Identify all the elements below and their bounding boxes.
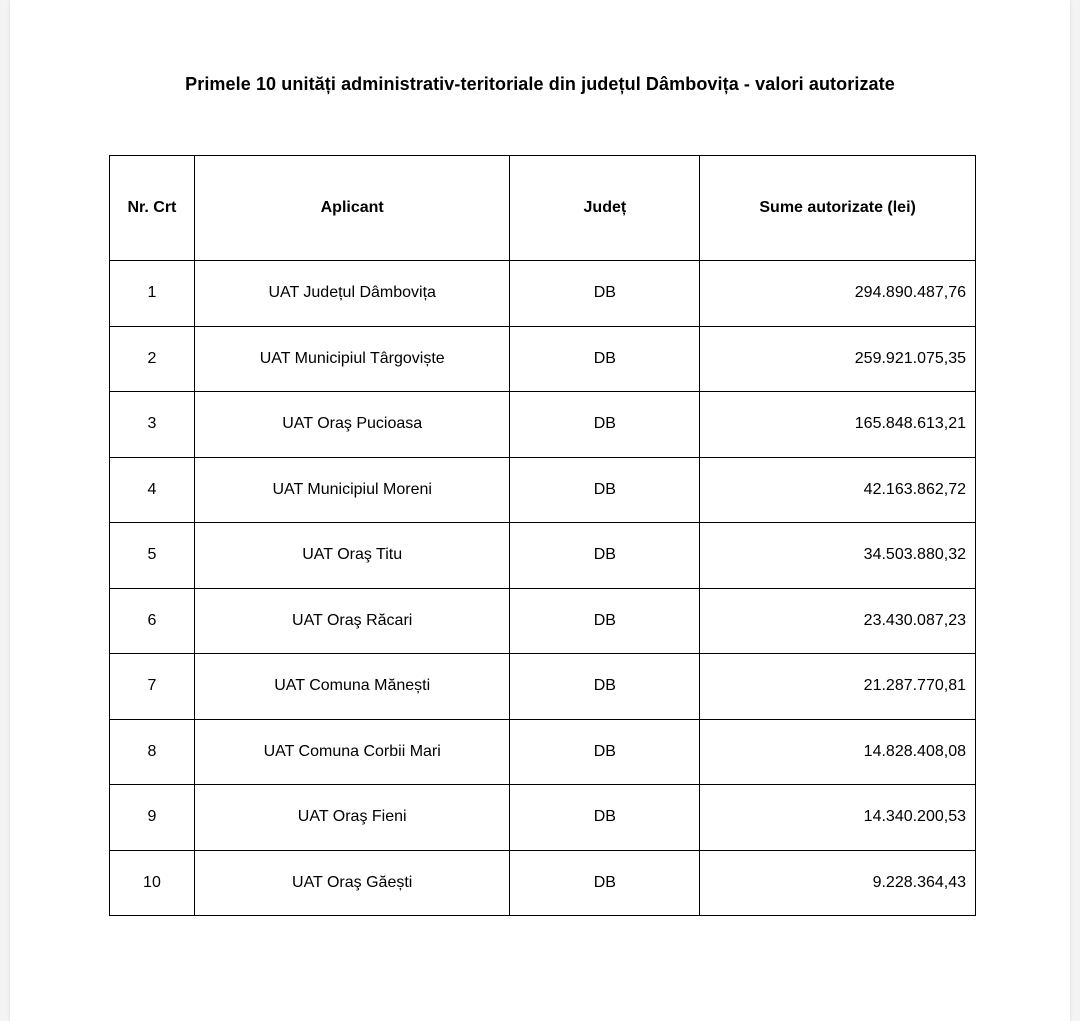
table-row [110,785,976,851]
cell-county: DB [510,850,700,916]
cell-applicant: UAT Oraş Răcari [194,588,510,654]
cell-amount: 9.228.364,43 [700,850,976,916]
cell-amount: 23.430.087,23 [700,588,976,654]
cell-applicant: UAT Oraş Titu [194,523,510,589]
cell-county: DB [510,457,700,523]
cell-nr: 4 [110,457,195,523]
cell-applicant: UAT Municipiul Moreni [194,457,510,523]
cell-county: DB [510,654,700,720]
cell-county: DB [510,588,700,654]
table-row [110,326,976,392]
cell-applicant: UAT Municipiul Târgoviște [194,326,510,392]
table-row [110,392,976,458]
header-nr-crt: Nr. Crt [110,156,195,261]
table-row [110,588,976,654]
cell-county: DB [510,261,700,327]
cell-amount: 259.921.075,35 [700,326,976,392]
document-page [10,0,1070,1021]
cell-county: DB [510,523,700,589]
header-applicant: Aplicant [194,156,510,261]
cell-nr: 10 [110,850,195,916]
table-header-row [110,156,976,261]
cell-applicant: UAT Oraş Găești [194,850,510,916]
cell-nr: 3 [110,392,195,458]
cell-applicant: UAT Oraş Fieni [194,785,510,851]
table-row [110,523,976,589]
cell-nr: 6 [110,588,195,654]
cell-applicant: UAT Comuna Mănești [194,654,510,720]
cell-applicant: UAT Comuna Corbii Mari [194,719,510,785]
cell-nr: 5 [110,523,195,589]
cell-nr: 7 [110,654,195,720]
cell-amount: 34.503.880,32 [700,523,976,589]
cell-applicant: UAT Județul Dâmbovița [194,261,510,327]
cell-nr: 9 [110,785,195,851]
table-row [110,654,976,720]
cell-county: DB [510,392,700,458]
cell-nr: 1 [110,261,195,327]
cell-amount: 165.848.613,21 [700,392,976,458]
cell-amount: 14.340.200,53 [700,785,976,851]
document-title: Primele 10 unități administrativ-teritoriale din județul Dâmbovița - valori autorizate [185,74,895,94]
cell-amount: 14.828.408,08 [700,719,976,785]
table-row [110,261,976,327]
table-row [110,850,976,916]
cell-county: DB [510,719,700,785]
cell-amount: 42.163.862,72 [700,457,976,523]
cell-county: DB [510,326,700,392]
table-row [110,719,976,785]
cell-amount: 294.890.487,76 [700,261,976,327]
cell-nr: 8 [110,719,195,785]
header-county: Județ [510,156,700,261]
cell-applicant: UAT Oraş Pucioasa [194,392,510,458]
cell-county: DB [510,785,700,851]
header-authorized-amount: Sume autorizate (lei) [700,156,976,261]
authorized-values-table [109,155,976,916]
cell-amount: 21.287.770,81 [700,654,976,720]
table-row [110,457,976,523]
cell-nr: 2 [110,326,195,392]
